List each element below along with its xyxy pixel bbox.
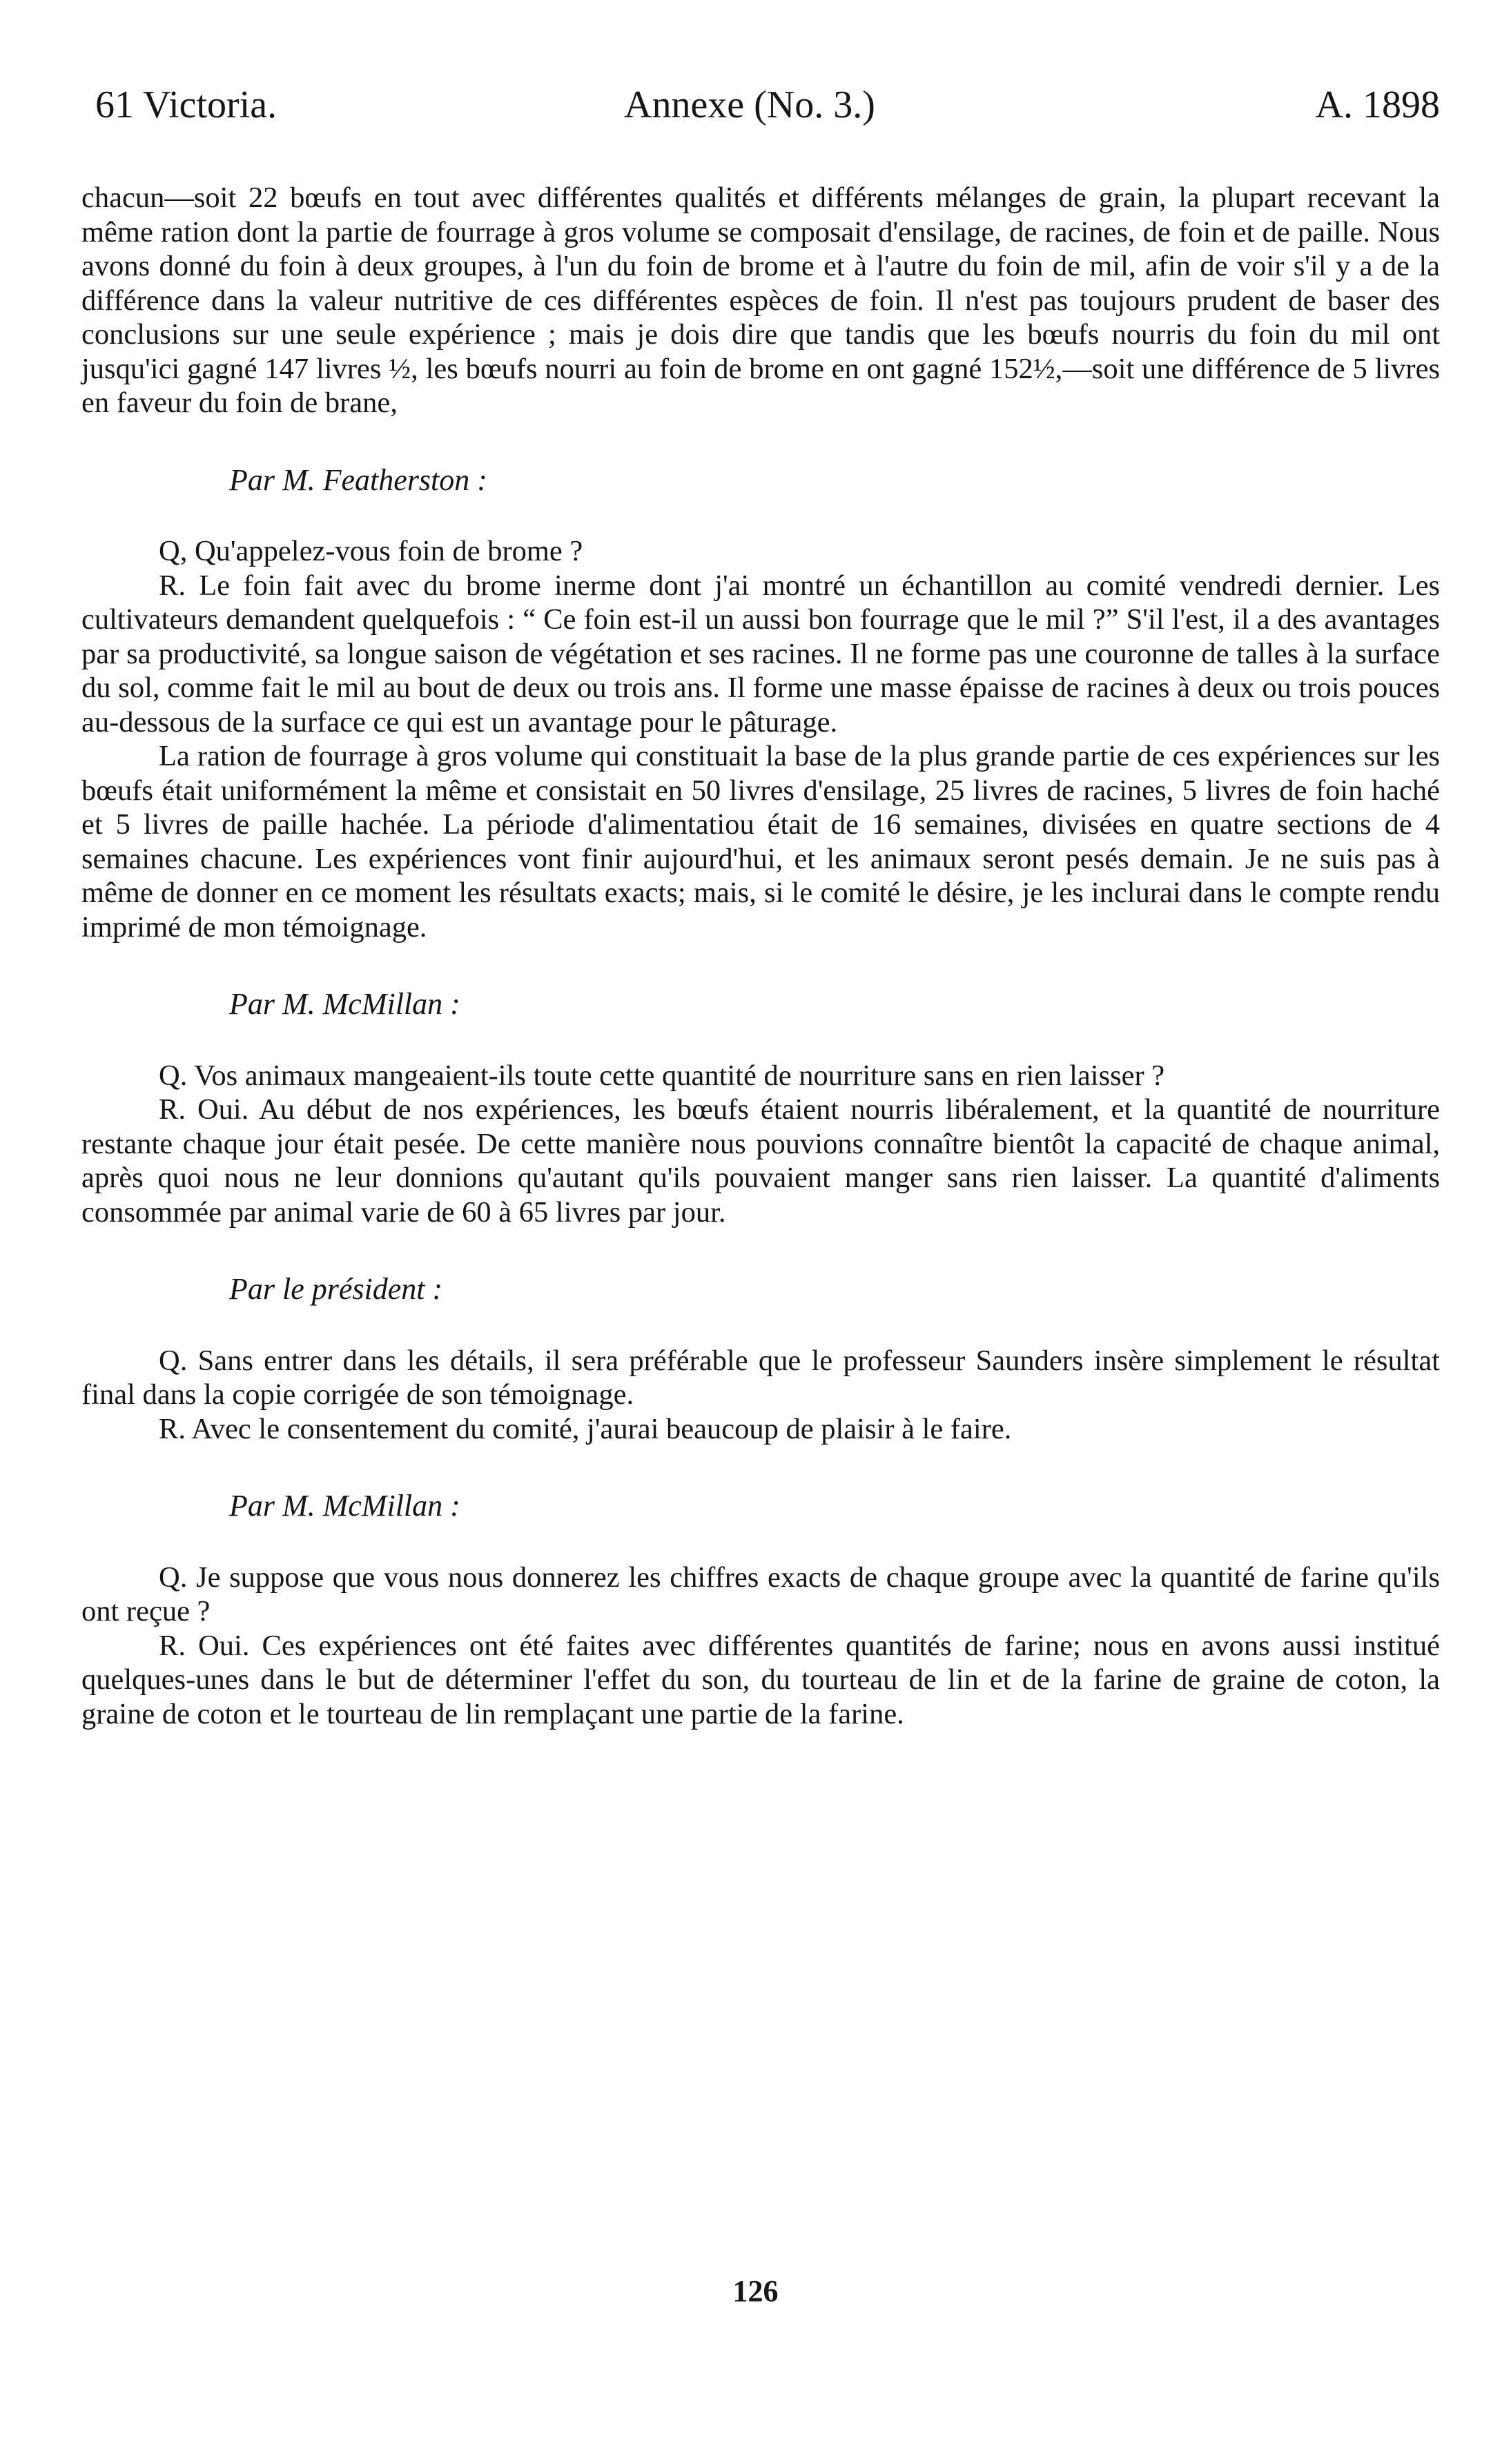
answer-food-quantity: R. Oui. Au début de nos expériences, les bœufs étaient nourris libéralement, et la quantité de nourriture restante chaque jour était pesée. De cette manière nous pouvions connaître bientôt la capacité de chaque animal, après quoi nous ne leur donnions qu'autant qu'ils pouvaient manger sans rien laisser. La quantité d'aliments consommée par animal varie de 60 à 65 livres par jour. (81, 1093, 1440, 1229)
page-number: 126 (732, 2274, 779, 2308)
question-final-result: Q. Sans entrer dans les détails, il sera préférable que le professeur Saunders insère simplement le résultat final dans la copie corrigée de son témoignage. (81, 1344, 1440, 1411)
question-food-quantity: Q. Vos animaux mangeaient-ils toute cette quantité de nourriture sans en rien laisser ? (159, 1059, 1165, 1092)
paragraph-continuation: chacun—soit 22 bœufs en tout avec différentes qualités et différents mélanges de grain, la plupart recevant la même ration dont la partie de fourrage à gros volume se composait d'ensilage, de racines, de foin et de paille. Nous avons donné du foin à deux groupes, à l'un du foin de brome et à l'autre du foin de mil, afin de voir s'il y a de la différence dans la valeur nutritive de ces différentes espèces de foin. Il n'est pas toujours prudent de baser des conclusions sur une seule expérience ; mais je dois dire que tandis que les bœufs nourris du foin du mil ont jusqu'ici gagné 147 livres ½, les bœufs nourri au foin de brome en ont gagné 152½,—soit une différence de 5 livres en faveur du foin de brane, (81, 182, 1440, 419)
header-session: 61 Victoria. (95, 84, 277, 126)
paragraph-ration: La ration de fourrage à gros volume qui constituait la base de la plus grande partie de ces expériences sur les bœufs était uniformément la même et consistait en 50 livres d'ensilage, 25 livres de racines, 5 livres de foin haché et 5 livres de paille hachée. La période d'alimentatiou était de 16 semaines, divisées en quatre sections de 4 semaines chacune. Les expériences vont finir aujourd'hui, et les animaux seront pesés demain. Je ne suis pas à même de donner en ce moment les résultats exacts; mais, si le comité le désire, je les inclurai dans le compte rendu imprimé de mon témoignage. (81, 740, 1440, 943)
speaker-featherston: Par M. Featherston : (229, 462, 487, 497)
body-text (81, 181, 1440, 1731)
question-brome-hay: Q, Qu'appelez-vous foin de brome ? (159, 535, 583, 567)
speaker-president: Par le président : (229, 1272, 443, 1306)
answer-final-result: R. Avec le consentement du comité, j'aurai beaucoup de plaisir à le faire. (159, 1412, 1012, 1445)
answer-brome-hay: R. Le foin fait avec du brome inerme dont j'ai montré un échantillon au comité vendredi dernier. Les cultivateurs demandent quelquefois : “ Ce foin est-il un aussi bon fourrage que le mil ?” S'il l'est, il a des avantages par sa productivité, sa longue saison de végétation et ses racines. Il ne forme pas une couronne de talles à la surface du sol, comme fait le mil au bout de deux ou trois ans. Il forme une masse épaisse de racines à deux ou trois pouces au-dessous de la surface ce qui est un avantage pour le pâturage. (81, 569, 1440, 739)
speaker-mcmillan-2: Par M. McMillan : (229, 1489, 460, 1523)
question-flour-figures: Q. Je suppose que vous nous donnerez les chiffres exacts de chaque groupe avec la quantité de farine qu'ils ont reçue ? (81, 1561, 1440, 1627)
header-annex: Annexe (No. 3.) (624, 84, 875, 126)
header-year: A. 1898 (1315, 84, 1440, 126)
page-header (81, 77, 1440, 133)
speaker-mcmillan-1: Par M. McMillan : (229, 987, 460, 1021)
answer-flour-figures: R. Oui. Ces expériences ont été faites avec différentes quantités de farine; nous en avons aussi institué quelques-unes dans le but de déterminer l'effet du son, du tourteau de lin et de la farine de graine de coton, la graine de coton et le tourteau de lin remplaçant une partie de la farine. (81, 1629, 1440, 1730)
